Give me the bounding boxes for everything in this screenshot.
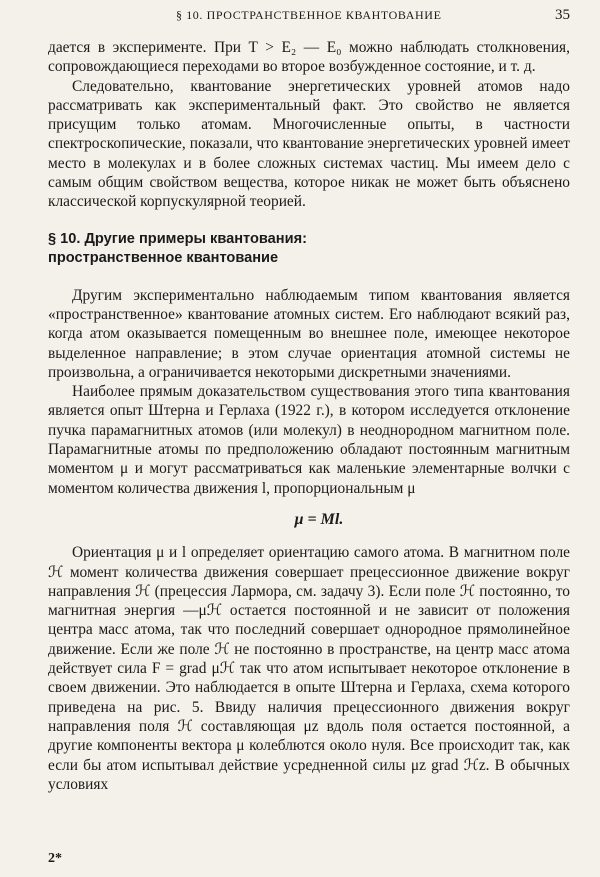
paragraph: Следовательно, квантование энергетических уровней атомов надо рассматривать как экспериментальный факт. Это свойство не является присущим только атомам. Многочисленные опыты, в частности спектроскопические, показали, что квантование энергетических уровней имеет место в молекулах и в более сложных системах частиц. Мы имеем дело с самым общим свойством вещества, которое никак не может быть объяснено классической корпускулярной теорией. [48, 77, 570, 211]
section-heading [48, 230, 570, 268]
paragraph: дается в эксперименте. При T > E₂ — E₀ можно наблюдать столкновения, сопровождающиеся переходами во второе возбужденное состояние, и т. д. [48, 39, 570, 76]
running-title: § 10. ПРОСТРАНСТВЕННОЕ КВАНТОВАНИЕ [176, 8, 442, 22]
paragraph: Ориентация μ и l определяет ориентацию самого атома. В магнитном поле ℋ момент количества движения совершает прецессионное движение вокруг направления ℋ (прецессия Лармора, см. задачу 3). Если поле ℋ постоянно, то магнитная энергия —μℋ остается постоянной и не зависит от положения центра масс атома, так что последний совершает однородное прямолинейное движение. Если же поле ℋ не постоянно в пространстве, на центр масс атома действует сила F = grad μℋ так что атом испытывает некоторое отклонение в своем движении. Это наблюдается в опыте Штерна и Герлаха, схема которого приведена на рис. 5. Ввиду наличия прецессионного движения вокруг направления поля ℋ составляющая μz вдоль поля остается постоянной, а другие компоненты вектора μ колеблются около нуля. Все происходит так, как если бы атом испытывал действие усредненной силы μz grad ℋz. В обычных условиях [48, 544, 570, 793]
running-head [48, 8, 570, 28]
section-heading-line2: пространственное квантование [48, 249, 279, 266]
paragraph: Другим экспериментально наблюдаемым типом квантования является «пространственное» квантование атомных систем. Его наблюдают всякий раз, когда атом оказывается помещенным во внешнее поле, имеющее некоторое выделенное направление; в этом случае ориентация атомной системы не произвольна, а ограничивается некоторыми дискретными значениями. [48, 286, 570, 381]
page-number: 35 [555, 7, 570, 23]
formula [48, 510, 570, 529]
section-heading-line1: § 10. Другие примеры квантования: [48, 230, 307, 247]
formula-text: μ = Ml. [294, 510, 344, 528]
signature-mark: 2* [48, 851, 62, 866]
paragraph: Наиболее прямым доказательством существования этого типа квантования является опыт Штерна и Герлаха (1922 г.), в котором исследуется отклонение пучка парамагнитных атомов (или молекул) в неоднородном магнитном поле. Парамагнитные атомы по предположению обладают постоянным магнитным моментом μ и могут рассматриваться как маленькие элементарные волчки с моментом количества движения l, пропорциональным μ [48, 383, 570, 497]
body-text [48, 38, 570, 794]
